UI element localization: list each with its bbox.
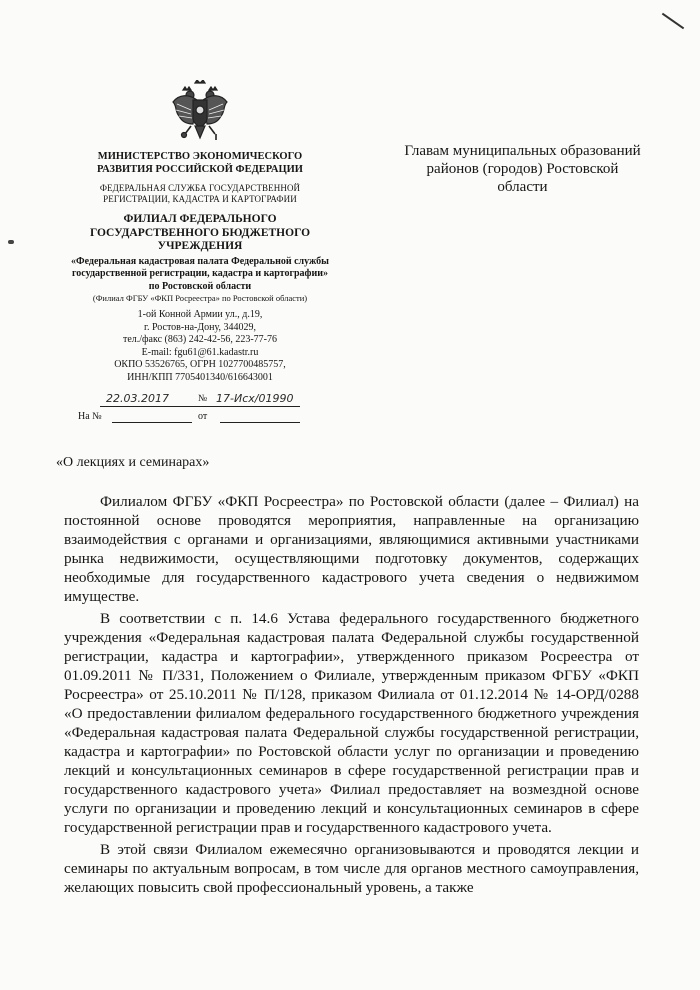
reference-from-label: от xyxy=(198,411,208,422)
body-paragraph: В этой связи Филиалом ежемесячно организовываются и проводятся лекции и семинары по актуальным вопросам, в том числе для органов местного самоуправления, желающих повысить свой профессиональный уровень, а также xyxy=(64,841,639,896)
recipient: Главам муниципальных образований районов (городов) Ростовской области xyxy=(404,143,641,195)
reference-line xyxy=(70,410,330,426)
address-block xyxy=(70,309,330,384)
scan-edge-mark xyxy=(662,13,684,30)
address-line: г. Ростов-на-Дону, 344029, xyxy=(143,321,257,333)
registration-underline xyxy=(100,406,300,407)
address-line: ОКПО 53526765, ОГРН 1027700485757, xyxy=(114,359,286,370)
branch-abbreviation: (Филиал ФГБУ «ФКП Росреестра» по Ростовской области) xyxy=(92,293,308,303)
letter-body xyxy=(64,492,639,900)
registration-date: 22.03.2017 xyxy=(106,392,169,405)
reference-date-blank xyxy=(220,422,300,423)
address-line: E-mail: fgu61@61.kadastr.ru xyxy=(141,346,259,358)
letterhead xyxy=(70,80,330,426)
branch-title: ФИЛИАЛ ФЕДЕРАЛЬНОГО ГОСУДАРСТВЕННОГО БЮДЖЕТНОГО УЧРЕЖДЕНИЯ xyxy=(89,213,311,252)
ministry-name: МИНИСТЕРСТВО ЭКОНОМИЧЕСКОГО РАЗВИТИЯ РОССИЙСКОЙ ФЕДЕРАЦИИ xyxy=(97,151,303,175)
registration-number: 17-Исх/01990 xyxy=(216,392,294,405)
body-paragraph: В соответствии с п. 14.6 Устава федерального государственного бюджетного учреждения «Федеральная кадастровая палата Федеральной службы государственной регистрации, кадастра и картографии», утвержденного приказом Росреестра от 01.09.2011 № П/331, Положением о Филиале, утвержденным приказом ФГБУ «ФКП Росреестра» от 25.10.2011 № П/128, приказом Филиала от 01.12.2014 № 14-ОРД/0288 «О предоставлении филиалом федерального государственного бюджетного учреждения «Федеральная кадастровая палата Федеральной службы государственной регистрации, кадастра и картографии» по Ростовской области услуг по организации и проведению лекций и консультационных семинаров в сфере государственной регистрации прав и государственного кадастрового учета» Филиал предоставляет на возмездной основе услуги по организации и проведению лекций и консультационных семинаров в сфере государственной регистрации прав и государственного кадастрового учета. xyxy=(64,610,639,836)
reference-number-blank xyxy=(112,422,192,423)
subject-line: «О лекциях и семинарах» xyxy=(56,455,210,470)
branch-full-name: «Федеральная кадастровая палата Федеральной службы государственной регистрации, кадастра и картографии» по Ростовской области xyxy=(71,255,329,292)
address-line: тел./факс (863) 242-42-56, 223-77-76 xyxy=(122,334,278,345)
address-line: ИНН/КПП 7705401340/616643001 xyxy=(127,371,273,383)
coat-of-arms-icon xyxy=(171,80,229,142)
body-paragraph: Филиалом ФГБУ «ФКП Росреестра» по Ростовской области (далее – Филиал) на постоянной основе проводятся мероприятия, направленные на организацию взаимодействия с органами и организациями, являющимися активными участниками рынка недвижимости, осуществляющими подготовку документов, содержащих необходимые для государственного кадастрового учета сведения о недвижимом имуществе. xyxy=(64,493,639,605)
scan-side-mark xyxy=(8,240,14,244)
reference-label: На № xyxy=(78,411,102,422)
registration-number-label: № xyxy=(198,394,208,404)
service-name: ФЕДЕРАЛЬНАЯ СЛУЖБА ГОСУДАРСТВЕННОЙ РЕГИСТРАЦИИ, КАДАСТРА И КАРТОГРАФИИ xyxy=(99,183,301,204)
address-line: 1-ой Конной Армии ул., д.19, xyxy=(137,309,263,320)
registration-line xyxy=(70,390,330,410)
